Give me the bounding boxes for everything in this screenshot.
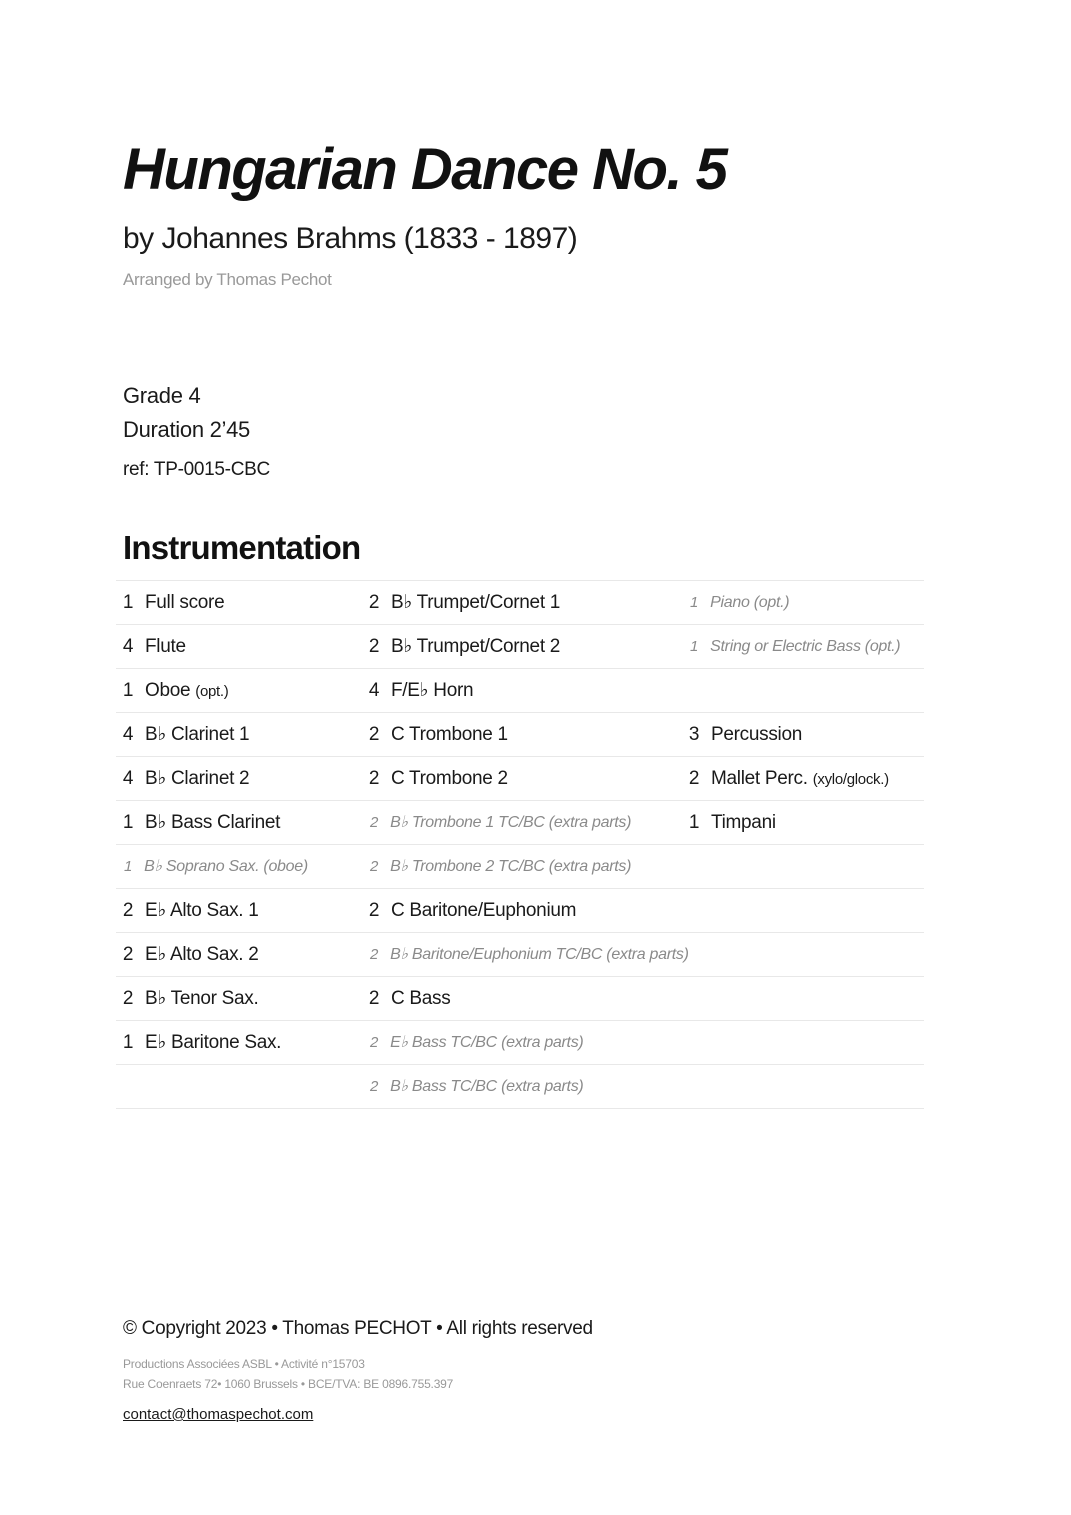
instrument-entry [116,1021,281,1064]
instrument-entry [362,757,508,800]
table-row [116,889,924,933]
instrument-name: Full score [144,592,225,613]
instrument-name: C Trombone 1 [390,724,508,745]
instrument-name: B♭ Baritone/Euphonium TC/BC (extra parts) [390,946,689,963]
table-row [116,801,924,845]
instrument-name: B♭ Clarinet 2 [144,768,250,789]
table-row [116,625,924,669]
part-count: 1 [688,812,700,833]
part-count: 2 [122,900,134,921]
part-count: 2 [368,988,380,1009]
instrument-entry [362,801,631,844]
instrument-name: C Bass [390,988,451,1009]
part-count: 2 [369,946,379,963]
table-row [116,845,924,889]
part-count: 2 [122,944,134,965]
instrument-name: B♭ Bass TC/BC (extra parts) [390,1078,584,1095]
instrument-entry [362,889,576,932]
instrument-entry [116,845,308,888]
part-count: 2 [368,900,380,921]
table-row [116,713,924,757]
table-row [116,581,924,625]
instrument-name: E♭ Alto Sax. 2 [144,944,259,965]
instrument-entry [116,581,224,624]
instrument-name: String or Electric Bass (opt.) [710,638,901,655]
instrument-name: B♭ Clarinet 1 [144,724,250,745]
arranger-line: Arranged by Thomas Pechot [123,270,332,289]
composer-line: by Johannes Brahms (1833 - 1897) [123,222,578,255]
instrument-name: B♭ Trumpet/Cornet 2 [390,636,561,657]
instrument-name: B♭ Soprano Sax. (oboe) [144,858,308,875]
instrument-entry [116,757,249,800]
instrument-name: B♭ Tenor Sax. [144,988,259,1009]
table-row [116,757,924,801]
instrument-note: (opt.) [195,683,229,700]
address-line: Rue Coenraets 72• 1060 Brussels • BCE/TVA: BE 0896.755.397 [123,1377,454,1391]
instrument-entry [362,1021,583,1064]
instrument-entry [116,625,186,668]
table-row [116,1021,924,1065]
instrument-entry [116,889,259,932]
part-count: 1 [122,812,134,833]
part-count: 4 [368,680,380,701]
instrument-name: B♭ Trumpet/Cornet 1 [390,592,561,613]
part-count: 2 [369,1078,379,1095]
instrument-entry [362,581,560,624]
instrument-entry [362,713,508,756]
instrument-entry [682,801,776,844]
part-count: 2 [369,1034,379,1051]
part-count: 2 [368,724,380,745]
instrument-entry [362,845,631,888]
instrument-name: B♭ Trombone 2 TC/BC (extra parts) [390,858,632,875]
table-row [116,977,924,1021]
duration-label: Duration 2’45 [123,417,250,442]
page-title: Hungarian Dance No. 5 [123,137,727,202]
part-count: 2 [122,988,134,1009]
part-count: 4 [122,724,134,745]
instrument-entry [682,713,802,756]
instrument-name: Piano (opt.) [710,594,790,611]
part-count: 1 [122,680,134,701]
table-row [116,1065,924,1109]
instrument-name: E♭ Baritone Sax. [144,1032,282,1053]
instrument-name: E♭ Alto Sax. 1 [144,900,259,921]
part-count: 2 [369,814,379,831]
instrument-name: B♭ Bass Clarinet [144,812,281,833]
instrument-entry [362,933,689,976]
part-count: 1 [689,638,699,655]
instrumentation-heading: Instrumentation [123,529,361,566]
instrument-entry [116,977,258,1020]
table-row [116,933,924,977]
part-count: 2 [369,858,379,875]
part-count: 1 [122,1032,134,1053]
reference-code: ref: TP-0015-CBC [123,459,270,480]
instrument-name: Flute [144,636,186,657]
instrument-name: E♭ Bass TC/BC (extra parts) [390,1034,584,1051]
instrument-entry [362,1065,583,1108]
instrument-entry [682,757,889,800]
instrument-name: C Baritone/Euphonium [390,900,577,921]
part-count: 1 [689,594,699,611]
instrument-name: C Trombone 2 [390,768,508,789]
part-count: 1 [122,592,134,613]
copyright-line: © Copyright 2023 • Thomas PECHOT • All rights reserved [123,1318,593,1339]
part-count: 4 [122,636,134,657]
instrument-name: B♭ Trombone 1 TC/BC (extra parts) [390,814,632,831]
instrument-entry [116,933,259,976]
grade-label: Grade 4 [123,383,201,408]
part-count: 1 [123,858,133,875]
instrumentation-table [116,580,924,1109]
instrument-entry [116,713,249,756]
part-count: 4 [122,768,134,789]
instrument-entry [116,801,280,844]
instrument-name: F/E♭ Horn [390,680,474,701]
instrument-note: (xylo/glock.) [812,771,889,788]
instrument-entry [116,669,228,712]
instrument-name: Percussion [710,724,802,745]
publisher-line: Productions Associées ASBL • Activité n°15703 [123,1357,365,1371]
part-count: 3 [688,724,700,745]
part-count: 2 [368,768,380,789]
instrument-entry [362,669,473,712]
part-count: 2 [688,768,700,789]
contact-email-link[interactable]: contact@thomaspechot.com [123,1406,314,1423]
part-count: 2 [368,592,380,613]
instrument-name: Timpani [710,812,776,833]
instrument-entry [682,625,900,668]
instrument-name: Oboe [144,680,191,701]
instrument-name: Mallet Perc. [710,768,808,789]
part-count: 2 [368,636,380,657]
instrument-entry [682,581,789,624]
instrument-entry [362,625,560,668]
table-row [116,669,924,713]
instrument-entry [362,977,450,1020]
